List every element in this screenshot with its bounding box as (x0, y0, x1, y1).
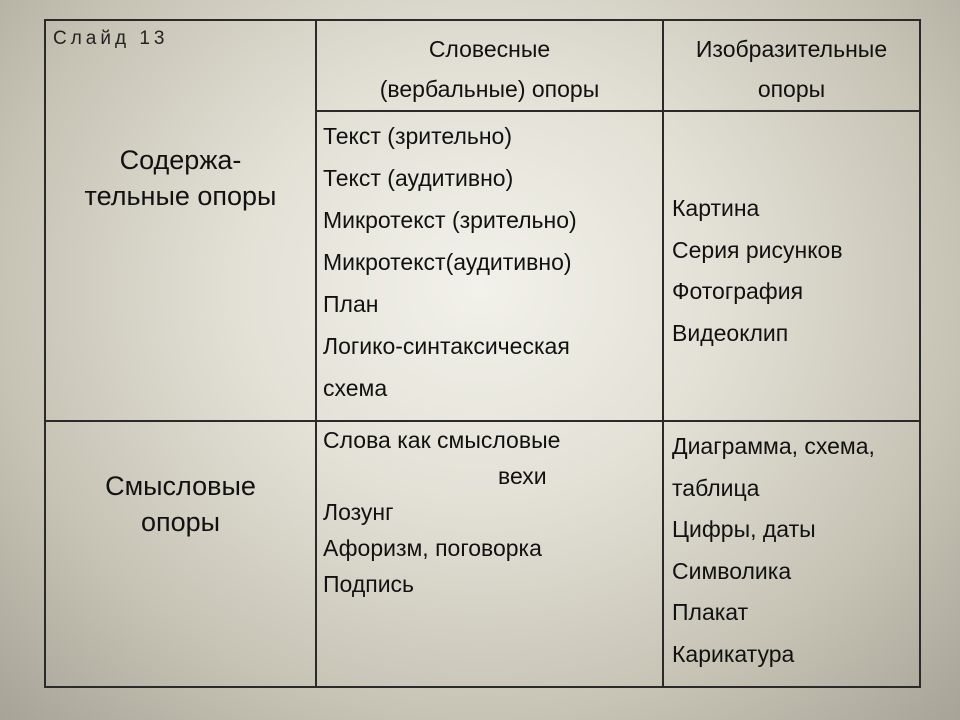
table-border-top (44, 19, 921, 21)
row1-verbal-list (323, 115, 577, 409)
list-item: Афоризм, поговорка (323, 535, 542, 561)
list-item: Микротекст (зрительно) (323, 207, 577, 233)
row-label-content-line2: тельные опоры (84, 181, 277, 211)
list-item: Плакат (672, 599, 749, 625)
list-item: схема (323, 375, 388, 401)
list-item: Видеоклип (672, 319, 789, 346)
list-item: Лозунг (323, 499, 394, 525)
list-item: Микротекст(аудитивно) (323, 249, 572, 275)
column-divider-2 (662, 19, 664, 688)
list-item: Текст (зрительно) (323, 123, 512, 149)
list-item: Подпись (323, 571, 415, 597)
header-visual-line2: опоры (757, 76, 826, 102)
row2-verbal-list (323, 422, 560, 602)
list-item: Фотография (672, 278, 804, 304)
row-label-content (46, 142, 315, 214)
list-item: Текст (аудитивно) (323, 165, 514, 191)
list-item: Диаграмма, схема, (672, 433, 875, 459)
list-item: План (323, 291, 379, 317)
header-divider (315, 110, 921, 112)
header-verbal-line1: Словесные (428, 36, 551, 62)
list-item: Слова как смысловые (323, 427, 561, 453)
row1-visual-list (672, 188, 843, 354)
header-visual-line1: Изобразительные (695, 36, 888, 62)
list-item: Картина (672, 195, 760, 221)
list-item: Символика (672, 557, 792, 584)
row-label-semantic-line2: опоры (140, 507, 221, 537)
list-item: Логико-синтаксическая (323, 333, 570, 359)
list-item: Карикатура (672, 640, 795, 667)
table-border-left (44, 19, 46, 688)
header-verbal-line2: (вербальные) опоры (379, 76, 600, 102)
row-label-semantic-line1: Смысловые (105, 471, 256, 501)
column-divider-1 (315, 19, 317, 688)
row-label-semantic (46, 468, 315, 540)
table-border-bottom (44, 686, 921, 688)
list-item: таблица (672, 474, 760, 501)
row-label-content-line1: Содержа- (119, 145, 242, 175)
header-verbal (317, 29, 662, 109)
header-visual (664, 29, 919, 109)
list-item: Серия рисунков (672, 236, 843, 263)
list-item: Цифры, даты (672, 516, 816, 542)
table-border-right (919, 19, 921, 688)
slide-number: Слайд 13 (53, 28, 169, 49)
list-item: вехи (498, 463, 547, 489)
row2-visual-list (672, 426, 875, 675)
